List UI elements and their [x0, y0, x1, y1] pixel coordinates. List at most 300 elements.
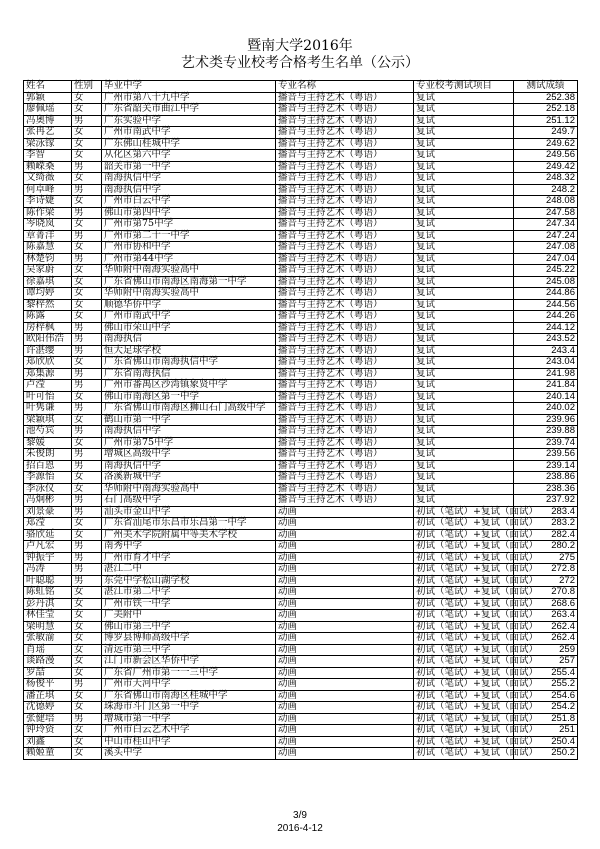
- cell-school: 佛山市第四中学: [102, 207, 276, 219]
- cell-test-item: 复试: [414, 265, 514, 277]
- cell-school: 南海执信中学: [102, 173, 276, 185]
- cell-major: 动画: [276, 690, 414, 702]
- cell-gender: 女: [72, 414, 102, 426]
- cell-major: 播音与主持艺术（粤语）: [276, 150, 414, 162]
- table-row: [24, 265, 578, 277]
- cell-score: 251: [514, 725, 578, 737]
- cell-gender: 女: [72, 633, 102, 645]
- cell-school: 东莞中学松山湖学校: [102, 575, 276, 587]
- cell-major: 动画: [276, 633, 414, 645]
- cell-major: 播音与主持艺术（粤语）: [276, 242, 414, 254]
- cell-test-item: 初试（笔试）+复试（面试）: [414, 518, 514, 530]
- cell-school: 华师附中南海实验高中: [102, 265, 276, 277]
- cell-name: 陈露: [24, 311, 72, 323]
- table-row: [24, 736, 578, 748]
- table-row: [24, 391, 578, 403]
- cell-score: 247.04: [514, 253, 578, 265]
- cell-test-item: 初试（笔试）+复试（面试）: [414, 529, 514, 541]
- cell-gender: 女: [72, 610, 102, 622]
- table-row: [24, 518, 578, 530]
- cell-name: 刘景豪: [24, 506, 72, 518]
- cell-major: 播音与主持艺术（粤语）: [276, 288, 414, 300]
- cell-school: 南海执信中学: [102, 426, 276, 438]
- cell-major: 动画: [276, 587, 414, 599]
- cell-test-item: 复试: [414, 483, 514, 495]
- cell-school: 广东省南海执信: [102, 368, 276, 380]
- cell-name: 骆欣延: [24, 529, 72, 541]
- cell-score: 239.74: [514, 437, 578, 449]
- cell-score: 280.2: [514, 541, 578, 553]
- cell-test-item: 初试（笔试）+复试（面试）: [414, 644, 514, 656]
- cell-major: 播音与主持艺术（粤语）: [276, 92, 414, 104]
- table-row: [24, 541, 578, 553]
- cell-gender: 女: [72, 598, 102, 610]
- cell-school: 汕头市金山中学: [102, 506, 276, 518]
- cell-gender: 女: [72, 748, 102, 760]
- cell-test-item: 初试（笔试）+复试（面试）: [414, 587, 514, 599]
- cell-major: 播音与主持艺术（粤语）: [276, 495, 414, 507]
- cell-major: 播音与主持艺术（粤语）: [276, 345, 414, 357]
- cell-score: 241.84: [514, 380, 578, 392]
- cell-test-item: 初试（笔试）+复试（面试）: [414, 575, 514, 587]
- cell-test-item: 复试: [414, 460, 514, 472]
- cell-test-item: 复试: [414, 173, 514, 185]
- cell-score: 244.56: [514, 299, 578, 311]
- table-row: [24, 506, 578, 518]
- cell-test-item: 复试: [414, 495, 514, 507]
- cell-school: 博罗县博师高级中学: [102, 633, 276, 645]
- cell-gender: 女: [72, 529, 102, 541]
- cell-name: 吴家蔚: [24, 265, 72, 277]
- cell-name: 岑晓岚: [24, 219, 72, 231]
- cell-major: 动画: [276, 702, 414, 714]
- cell-major: 播音与主持艺术（粤语）: [276, 138, 414, 150]
- cell-major: 播音与主持艺术（粤语）: [276, 391, 414, 403]
- cell-major: 播音与主持艺术（粤语）: [276, 403, 414, 415]
- cell-score: 239.96: [514, 414, 578, 426]
- table-row: [24, 552, 578, 564]
- cell-score: 268.6: [514, 598, 578, 610]
- cell-score: 239.88: [514, 426, 578, 438]
- table-row: [24, 437, 578, 449]
- cell-score: 245.22: [514, 265, 578, 277]
- cell-name: 梁泳镓: [24, 138, 72, 150]
- table-row: [24, 184, 578, 196]
- cell-test-item: 复试: [414, 437, 514, 449]
- header-name: 姓名: [24, 81, 72, 93]
- cell-gender: 男: [72, 184, 102, 196]
- cell-score: 252.38: [514, 92, 578, 104]
- table-row: [24, 207, 578, 219]
- cell-score: 251.12: [514, 115, 578, 127]
- cell-score: 255.4: [514, 667, 578, 679]
- cell-school: 广东省韶关市曲江中学: [102, 104, 276, 116]
- cell-gender: 男: [72, 368, 102, 380]
- cell-school: 广州市南武中学: [102, 311, 276, 323]
- cell-school: 广东佛山桂城中学: [102, 138, 276, 150]
- cell-score: 241.98: [514, 368, 578, 380]
- cell-major: 动画: [276, 736, 414, 748]
- cell-gender: 男: [72, 552, 102, 564]
- cell-school: 广州市第八十九中学: [102, 92, 276, 104]
- cell-major: 动画: [276, 564, 414, 576]
- cell-school: 广州市铁一中学: [102, 598, 276, 610]
- cell-major: 动画: [276, 506, 414, 518]
- cell-gender: 男: [72, 115, 102, 127]
- cell-score: 255.2: [514, 679, 578, 691]
- cell-gender: 男: [72, 322, 102, 334]
- cell-gender: 男: [72, 679, 102, 691]
- cell-school: 广州市南武中学: [102, 127, 276, 139]
- cell-name: 欧阳伟浩: [24, 334, 72, 346]
- cell-score: 251.8: [514, 713, 578, 725]
- cell-gender: 女: [72, 483, 102, 495]
- table-row: [24, 472, 578, 484]
- cell-score: 254.6: [514, 690, 578, 702]
- cell-score: 244.26: [514, 311, 578, 323]
- cell-score: 263.4: [514, 610, 578, 622]
- cell-score: 244.12: [514, 322, 578, 334]
- table-row: [24, 115, 578, 127]
- cell-name: 朱俊朗: [24, 449, 72, 461]
- cell-score: 247.34: [514, 219, 578, 231]
- table-row: [24, 679, 578, 691]
- cell-school: 洛溪新城中学: [102, 472, 276, 484]
- cell-name: 林佳莹: [24, 610, 72, 622]
- cell-major: 播音与主持艺术（粤语）: [276, 357, 414, 369]
- cell-school: 清远市第三中学: [102, 644, 276, 656]
- cell-name: 李源怡: [24, 472, 72, 484]
- cell-major: 播音与主持艺术（粤语）: [276, 449, 414, 461]
- cell-test-item: 复试: [414, 368, 514, 380]
- cell-school: 广州市第75中学: [102, 219, 276, 231]
- cell-major: 动画: [276, 529, 414, 541]
- cell-name: 张冉艺: [24, 127, 72, 139]
- cell-major: 播音与主持艺术（粤语）: [276, 380, 414, 392]
- cell-test-item: 复试: [414, 184, 514, 196]
- header-major: 专业名称: [276, 81, 414, 93]
- cell-test-item: 初试（笔试）+复试（面试）: [414, 506, 514, 518]
- cell-test-item: 复试: [414, 357, 514, 369]
- cell-name: 李诗婕: [24, 196, 72, 208]
- cell-score: 283.2: [514, 518, 578, 530]
- cell-test-item: 初试（笔试）+复试（面试）: [414, 656, 514, 668]
- cell-test-item: 初试（笔试）+复试（面试）: [414, 564, 514, 576]
- cell-score: 270.8: [514, 587, 578, 599]
- table-row: [24, 713, 578, 725]
- cell-name: 房梓枫: [24, 322, 72, 334]
- table-row: [24, 368, 578, 380]
- cell-test-item: 初试（笔试）+复试（面试）: [414, 552, 514, 564]
- table-row: [24, 483, 578, 495]
- cell-score: 262.4: [514, 633, 578, 645]
- cell-test-item: 复试: [414, 219, 514, 231]
- table-row: [24, 414, 578, 426]
- cell-school: 广州美术学院附属中等美术学校: [102, 529, 276, 541]
- cell-name: 郑集源: [24, 368, 72, 380]
- cell-major: 播音与主持艺术（粤语）: [276, 311, 414, 323]
- cell-test-item: 复试: [414, 253, 514, 265]
- document-subtitle: 艺术类专业校考合格考生名单（公示）: [181, 55, 419, 71]
- cell-test-item: 复试: [414, 127, 514, 139]
- cell-name: 赖姬童: [24, 748, 72, 760]
- cell-school: 顺德华侨中学: [102, 299, 276, 311]
- table-row: [24, 345, 578, 357]
- table-header-row: [24, 81, 578, 93]
- cell-gender: 男: [72, 564, 102, 576]
- cell-major: 播音与主持艺术（粤语）: [276, 414, 414, 426]
- cell-name: 何卓峰: [24, 184, 72, 196]
- cell-test-item: 复试: [414, 334, 514, 346]
- table-row: [24, 529, 578, 541]
- cell-major: 播音与主持艺术（粤语）: [276, 115, 414, 127]
- cell-test-item: 复试: [414, 196, 514, 208]
- cell-name: 刘鑫: [24, 736, 72, 748]
- cell-score: 262.4: [514, 621, 578, 633]
- cell-school: 佛山市南海区第一中学: [102, 391, 276, 403]
- cell-score: 249.42: [514, 161, 578, 173]
- cell-test-item: 初试（笔试）+复试（面试）: [414, 679, 514, 691]
- cell-major: 播音与主持艺术（粤语）: [276, 334, 414, 346]
- cell-score: 283.4: [514, 506, 578, 518]
- cell-score: 252.18: [514, 104, 578, 116]
- cell-score: 238.86: [514, 472, 578, 484]
- cell-score: 249.62: [514, 138, 578, 150]
- cell-score: 240.14: [514, 391, 578, 403]
- cell-gender: 男: [72, 495, 102, 507]
- cell-gender: 女: [72, 736, 102, 748]
- cell-name: 冯炯彬: [24, 495, 72, 507]
- cell-gender: 男: [72, 345, 102, 357]
- cell-test-item: 初试（笔试）+复试（面试）: [414, 541, 514, 553]
- cell-name: 钟振宇: [24, 552, 72, 564]
- cell-test-item: 复试: [414, 426, 514, 438]
- cell-name: 冯奥博: [24, 115, 72, 127]
- cell-gender: 男: [72, 253, 102, 265]
- cell-test-item: 初试（笔试）+复试（面试）: [414, 702, 514, 714]
- cell-gender: 男: [72, 380, 102, 392]
- cell-major: 播音与主持艺术（粤语）: [276, 196, 414, 208]
- cell-gender: 男: [72, 161, 102, 173]
- cell-gender: 女: [72, 311, 102, 323]
- cell-major: 播音与主持艺术（粤语）: [276, 299, 414, 311]
- cell-major: 播音与主持艺术（粤语）: [276, 207, 414, 219]
- table-row: [24, 276, 578, 288]
- cell-score: 272: [514, 575, 578, 587]
- table-row: [24, 173, 578, 185]
- cell-test-item: 复试: [414, 449, 514, 461]
- cell-name: 徐嘉琪: [24, 276, 72, 288]
- cell-test-item: 复试: [414, 161, 514, 173]
- table-row: [24, 656, 578, 668]
- cell-school: 从化区第六中学: [102, 150, 276, 162]
- cell-school: 广东省汕尾市乐昌市乐昌第一中学: [102, 518, 276, 530]
- cell-gender: 女: [72, 667, 102, 679]
- table-row: [24, 242, 578, 254]
- cell-score: 247.08: [514, 242, 578, 254]
- cell-gender: 女: [72, 518, 102, 530]
- cell-major: 动画: [276, 598, 414, 610]
- table-row: [24, 150, 578, 162]
- cell-test-item: 初试（笔试）+复试（面试）: [414, 621, 514, 633]
- cell-gender: 女: [72, 138, 102, 150]
- cell-name: 黎媛: [24, 437, 72, 449]
- cell-gender: 女: [72, 690, 102, 702]
- cell-major: 播音与主持艺术（粤语）: [276, 184, 414, 196]
- table-row: [24, 322, 578, 334]
- cell-name: 陈嘉慧: [24, 242, 72, 254]
- cell-gender: 女: [72, 150, 102, 162]
- cell-gender: 男: [72, 403, 102, 415]
- cell-name: 文绮薇: [24, 173, 72, 185]
- cell-major: 播音与主持艺术（粤语）: [276, 276, 414, 288]
- cell-gender: 男: [72, 426, 102, 438]
- cell-name: 叶可怡: [24, 391, 72, 403]
- cell-school: 溪头中学: [102, 748, 276, 760]
- table-row: [24, 311, 578, 323]
- cell-test-item: 复试: [414, 276, 514, 288]
- header-score: 测试成绩: [514, 81, 578, 93]
- cell-gender: 女: [72, 644, 102, 656]
- cell-name: 梁颖琪: [24, 414, 72, 426]
- cell-gender: 男: [72, 449, 102, 461]
- cell-name: 卢凡宏: [24, 541, 72, 553]
- cell-score: 245.08: [514, 276, 578, 288]
- cell-major: 动画: [276, 621, 414, 633]
- cell-gender: 女: [72, 391, 102, 403]
- cell-gender: 男: [72, 541, 102, 553]
- cell-test-item: 初试（笔试）+复试（面试）: [414, 598, 514, 610]
- table-row: [24, 610, 578, 622]
- cell-major: 动画: [276, 518, 414, 530]
- cell-gender: 女: [72, 242, 102, 254]
- cell-major: 动画: [276, 667, 414, 679]
- cell-major: 播音与主持艺术（粤语）: [276, 437, 414, 449]
- cell-score: 248.08: [514, 196, 578, 208]
- cell-name: 廖佩瑶: [24, 104, 72, 116]
- cell-score: 282.4: [514, 529, 578, 541]
- cell-score: 248.32: [514, 173, 578, 185]
- cell-gender: 男: [72, 460, 102, 472]
- cell-name: 卢滢: [24, 380, 72, 392]
- table-row: [24, 196, 578, 208]
- cell-school: 广州市育才中学: [102, 552, 276, 564]
- cell-score: 237.92: [514, 495, 578, 507]
- cell-score: 243.04: [514, 357, 578, 369]
- table-row: [24, 161, 578, 173]
- table-row: [24, 449, 578, 461]
- cell-name: 彭丹淇: [24, 598, 72, 610]
- cell-major: 动画: [276, 679, 414, 691]
- cell-gender: 女: [72, 472, 102, 484]
- cell-gender: 男: [72, 334, 102, 346]
- cell-score: 250.2: [514, 748, 578, 760]
- cell-school: 湛江二中: [102, 564, 276, 576]
- cell-school: 广州市番禺区沙湾镇象贤中学: [102, 380, 276, 392]
- cell-test-item: 复试: [414, 311, 514, 323]
- cell-test-item: 复试: [414, 92, 514, 104]
- table-row: [24, 587, 578, 599]
- footer-date: 2016-4-12: [277, 823, 323, 834]
- cell-major: 动画: [276, 644, 414, 656]
- cell-major: 播音与主持艺术（粤语）: [276, 472, 414, 484]
- table-row: [24, 334, 578, 346]
- header-school: 毕业中学: [102, 81, 276, 93]
- cell-test-item: 复试: [414, 403, 514, 415]
- cell-gender: 女: [72, 437, 102, 449]
- table-row: [24, 644, 578, 656]
- table-row: [24, 299, 578, 311]
- cell-school: 广东省佛山市南海执信中学: [102, 357, 276, 369]
- table-row: [24, 702, 578, 714]
- cell-name: 钟玲资: [24, 725, 72, 737]
- cell-name: 冯涛: [24, 564, 72, 576]
- cell-school: 广州市白云艺术中学: [102, 725, 276, 737]
- cell-name: 谭均婷: [24, 288, 72, 300]
- candidate-table: [23, 80, 578, 760]
- cell-name: 张健培: [24, 713, 72, 725]
- cell-name: 章菁洋: [24, 230, 72, 242]
- cell-test-item: 复试: [414, 322, 514, 334]
- cell-score: 244.86: [514, 288, 578, 300]
- cell-test-item: 复试: [414, 472, 514, 484]
- table-row: [24, 598, 578, 610]
- table-row: [24, 92, 578, 104]
- cell-major: 播音与主持艺术（粤语）: [276, 127, 414, 139]
- cell-name: 许湛缨: [24, 345, 72, 357]
- cell-school: 佛山市第三中学: [102, 621, 276, 633]
- table-body: [24, 92, 578, 759]
- cell-school: 广州市协和中学: [102, 242, 276, 254]
- cell-name: 黎梓然: [24, 299, 72, 311]
- cell-gender: 女: [72, 357, 102, 369]
- cell-test-item: 复试: [414, 414, 514, 426]
- cell-school: 恒大足球学校: [102, 345, 276, 357]
- cell-school: 南海执信: [102, 334, 276, 346]
- cell-test-item: 初试（笔试）+复试（面试）: [414, 690, 514, 702]
- cell-major: 播音与主持艺术（粤语）: [276, 219, 414, 231]
- cell-school: 湛江市第二中学: [102, 587, 276, 599]
- cell-score: 275: [514, 552, 578, 564]
- cell-school: 韶关市第一中学: [102, 161, 276, 173]
- cell-test-item: 复试: [414, 104, 514, 116]
- cell-major: 动画: [276, 656, 414, 668]
- cell-major: 播音与主持艺术（粤语）: [276, 426, 414, 438]
- cell-major: 播音与主持艺术（粤语）: [276, 322, 414, 334]
- table-row: [24, 219, 578, 231]
- cell-school: 南海执信中学: [102, 184, 276, 196]
- cell-name: 陈作梁: [24, 207, 72, 219]
- cell-test-item: 初试（笔试）+复试（面试）: [414, 667, 514, 679]
- cell-gender: 男: [72, 207, 102, 219]
- cell-score: 239.14: [514, 460, 578, 472]
- cell-school: 广州市白云中学: [102, 196, 276, 208]
- cell-test-item: 复试: [414, 138, 514, 150]
- cell-major: 播音与主持艺术（粤语）: [276, 104, 414, 116]
- cell-test-item: 复试: [414, 380, 514, 392]
- cell-school: 珠海市斗门区第一中学: [102, 702, 276, 714]
- cell-score: 248.2: [514, 184, 578, 196]
- cell-name: 赖嵘桑: [24, 161, 72, 173]
- cell-major: 播音与主持艺术（粤语）: [276, 230, 414, 242]
- cell-test-item: 复试: [414, 288, 514, 300]
- cell-major: 播音与主持艺术（粤语）: [276, 253, 414, 265]
- cell-score: 257: [514, 656, 578, 668]
- cell-name: 李智: [24, 150, 72, 162]
- cell-gender: 女: [72, 173, 102, 185]
- cell-name: 林楚钧: [24, 253, 72, 265]
- cell-school: 石门高级中学: [102, 495, 276, 507]
